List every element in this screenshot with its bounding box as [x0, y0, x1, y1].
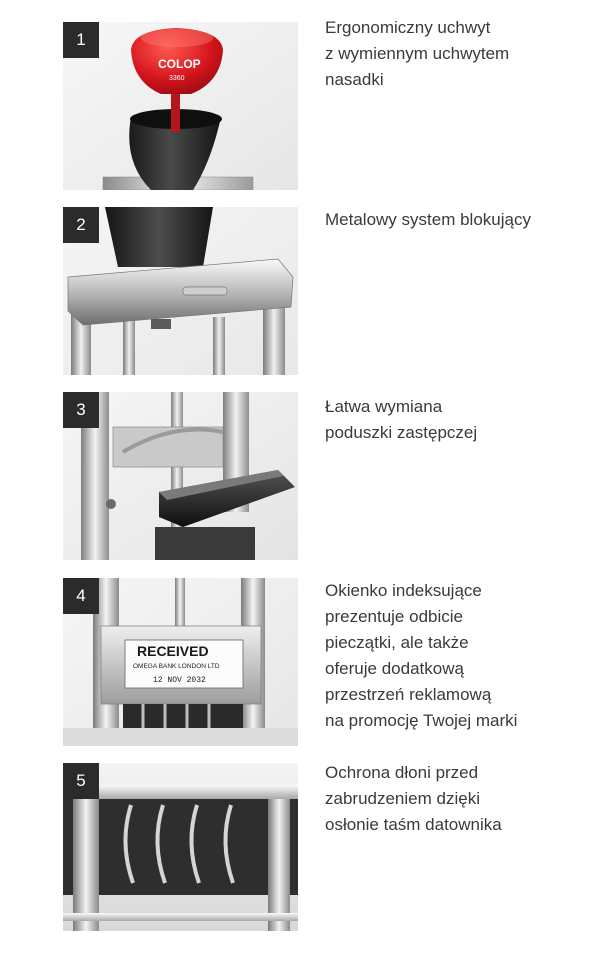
feature-4-stamp-title: RECEIVED — [137, 643, 209, 659]
feature-3-number-badge: 3 — [63, 392, 99, 428]
feature-1-photo-ergonomic-handle — [63, 22, 298, 190]
feature-5-photo-band-guard — [63, 763, 298, 931]
feature-5-number-badge: 5 — [63, 763, 99, 799]
feature-1-brand-text: COLOP — [158, 57, 201, 71]
feature-3-photo-replacement-pad — [63, 392, 298, 560]
feature-2-photo-metal-locking-system — [63, 207, 298, 375]
feature-1-number-badge: 1 — [63, 22, 99, 58]
feature-2-description: Metalowy system blokujący — [325, 210, 531, 229]
feature-3-description: Łatwa wymiana poduszki zastępczej — [325, 397, 478, 442]
feature-5-description: Ochrona dłoni przed zabrudzeniem dzięki osłonie taśm datownika — [325, 763, 502, 834]
feature-2-number-badge: 2 — [63, 207, 99, 243]
feature-1-model-text: 3360 — [169, 75, 185, 82]
feature-4-stamp-date: 12 NOV 2032 — [153, 676, 206, 685]
feature-4-description: Okienko indeksujące prezentuje odbicie pieczątki, ale także oferuje dodatkową przestrzeń reklamową na promocję Twojej marki — [325, 581, 518, 730]
feature-4-number-badge: 4 — [63, 578, 99, 614]
feature-4-stamp-subtitle: OMEGA BANK LONDON LTD — [133, 663, 220, 670]
feature-4-photo-index-window — [63, 578, 298, 746]
feature-1-description: Ergonomiczny uchwyt z wymiennym uchwytem nasadki — [325, 18, 510, 89]
